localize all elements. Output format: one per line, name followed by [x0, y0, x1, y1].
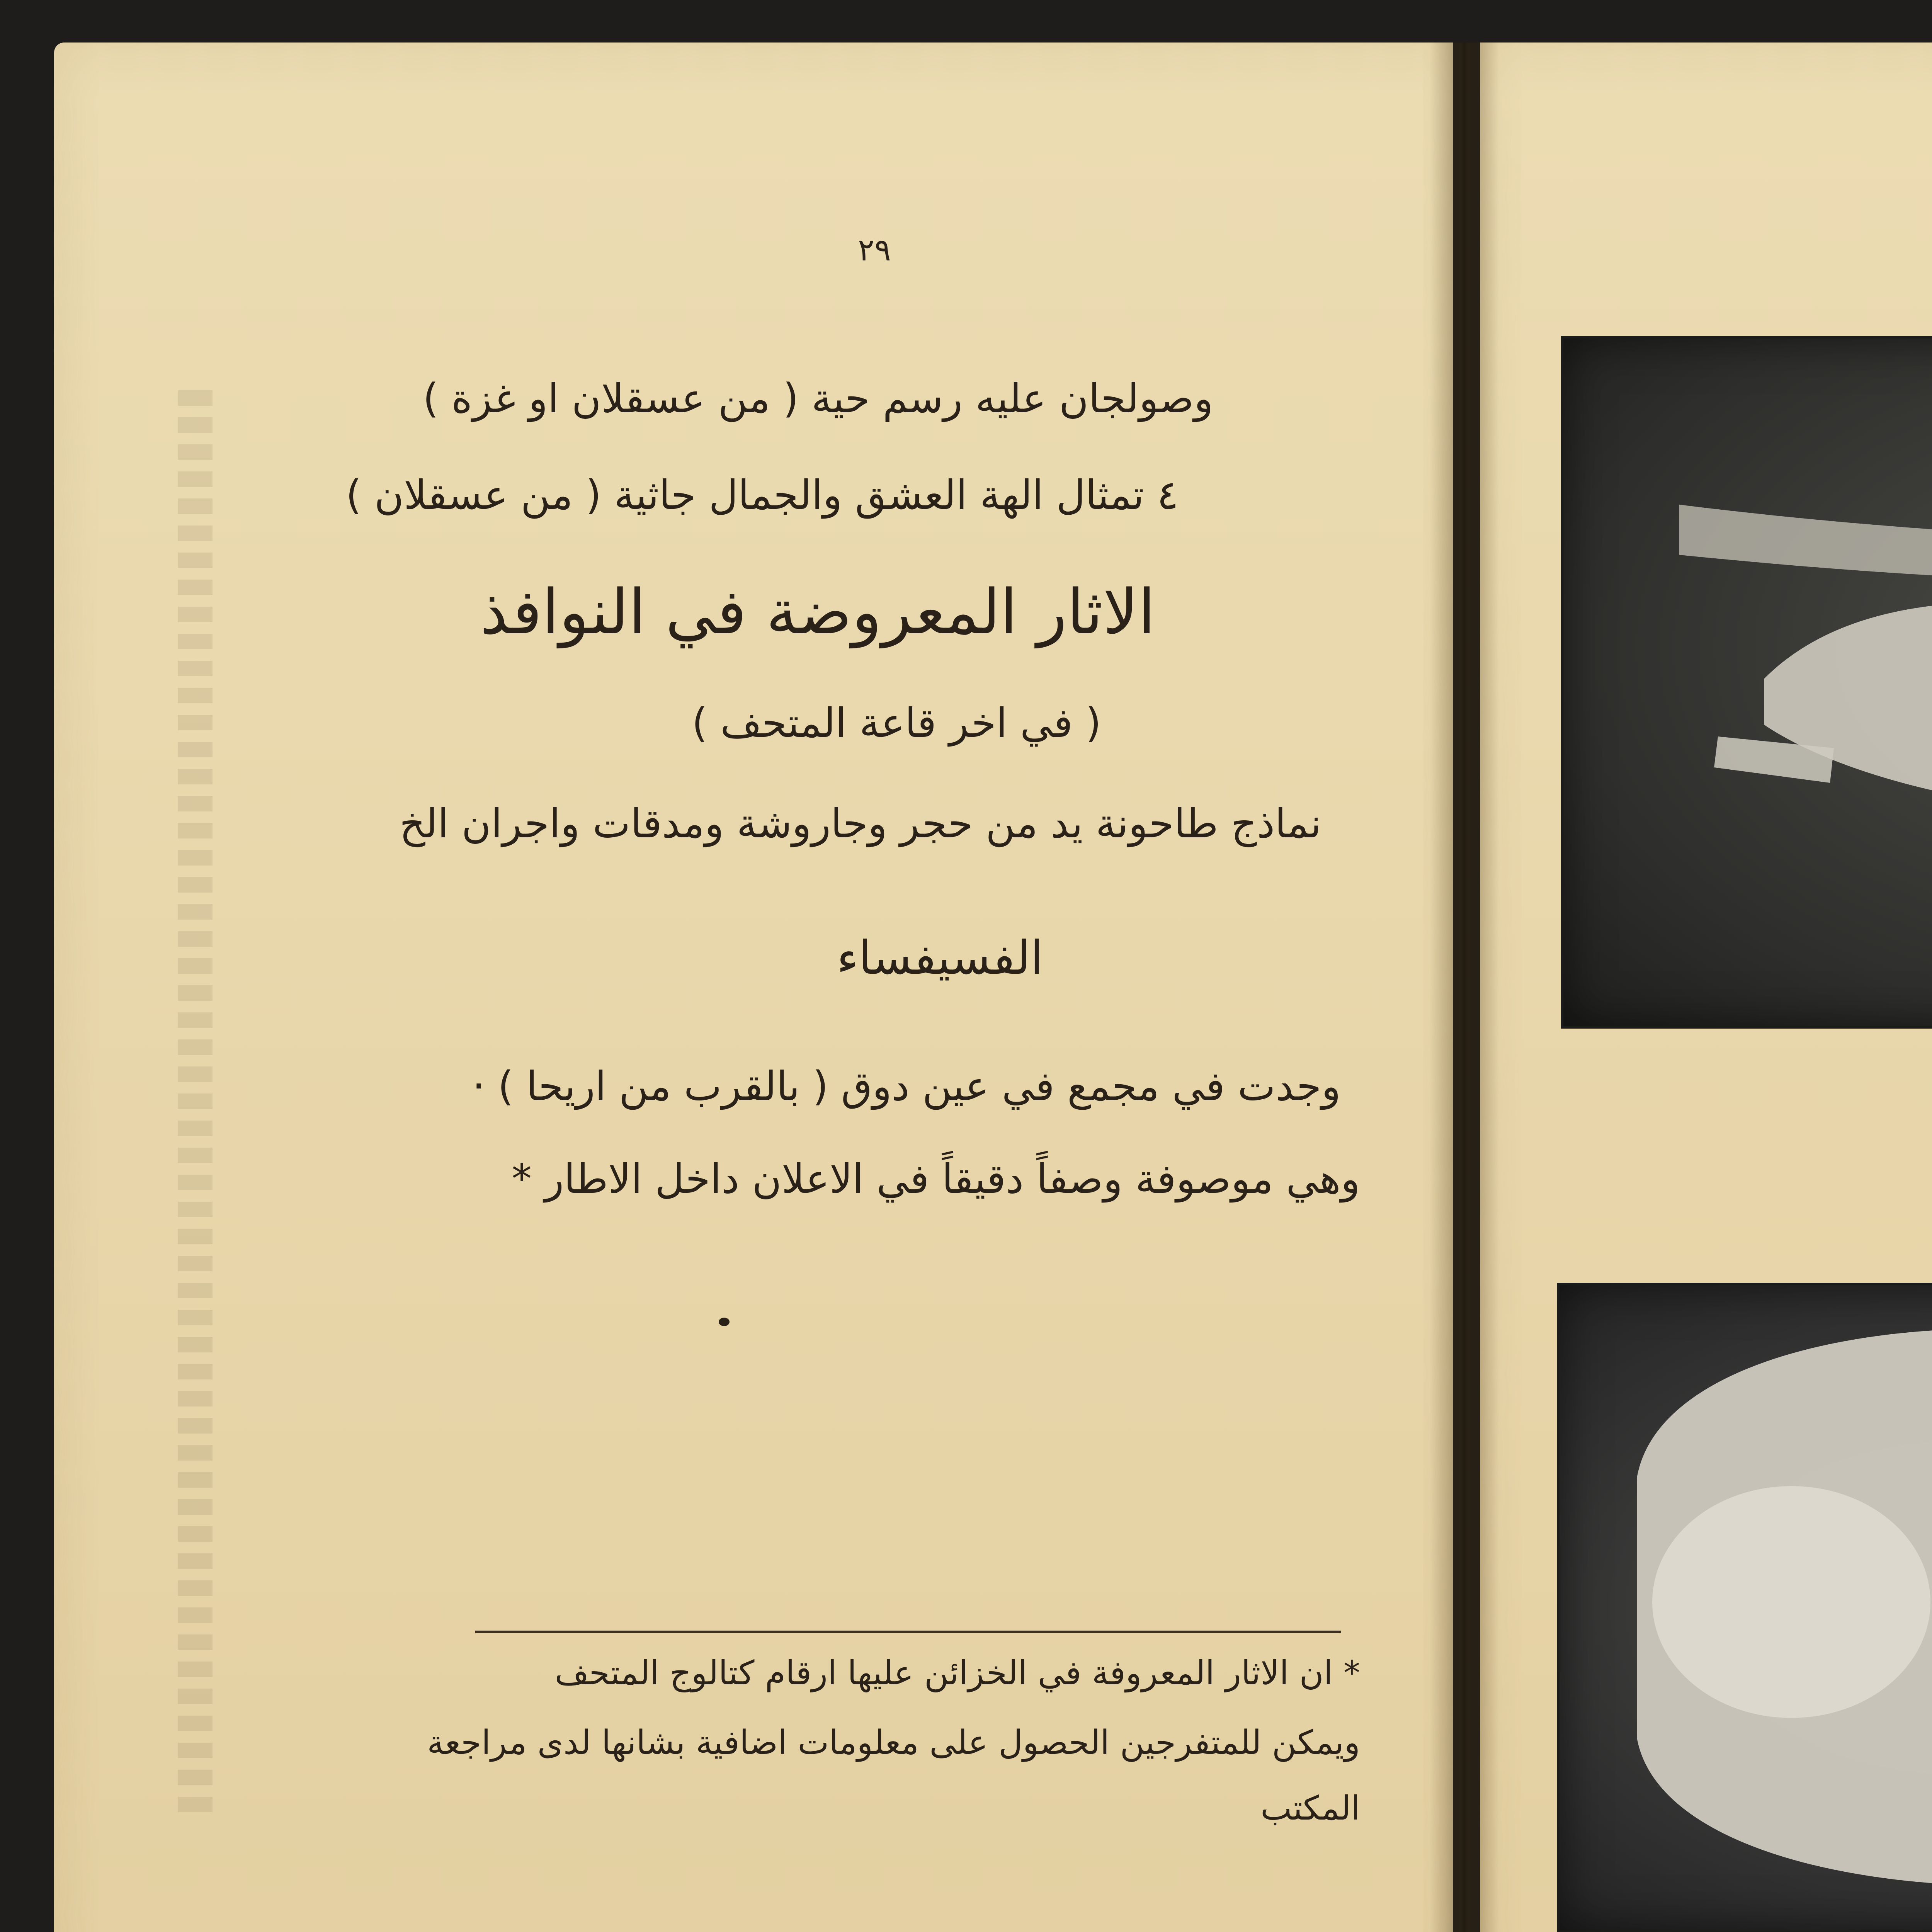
text-line-8: وهي موصوفة وصفاً دقيقاً في الاعلان داخل الاطار *	[512, 1155, 1360, 1202]
section-heading-windows: الاثار المعروضة في النوافذ	[480, 576, 1155, 648]
right-page	[1480, 43, 1932, 1932]
text-line-5: نماذج طاحونة يد من حجر وجاروشة ومدقات واجران الخ	[399, 800, 1321, 847]
text-line-1: وصولجان عليه رسم حية ( من عسقلان او غزة )	[423, 375, 1213, 422]
ornament-dot	[719, 1318, 730, 1326]
footnote-rule	[475, 1631, 1341, 1633]
open-book	[39, 43, 1932, 1932]
section-heading-mosaic: الفسيفساء	[837, 931, 1043, 985]
left-page	[54, 43, 1453, 1932]
footnote-line-3: المكتب	[1260, 1789, 1360, 1828]
footnote-line-2: ويمكن للمتفرجين الحصول على معلومات اضافية بشانها لدى مراجعة	[427, 1723, 1360, 1762]
photo-princess-bust	[1557, 1283, 1932, 1932]
statue-silhouette-icon	[1563, 338, 1932, 1026]
footnote-line-1: * ان الاثار المعروفة في الخزائن عليها ارقام كتالوج المتحف	[554, 1654, 1360, 1692]
book-gutter	[1430, 43, 1499, 1932]
text-line-7: وجدت في مجمع في عين دوق ( بالقرب من اريحا ) ·	[472, 1063, 1341, 1110]
text-line-2: ٤ تمثال الهة العشق والجمال جاثية ( من عسقلان )	[346, 471, 1179, 519]
photo-mercury-statue	[1561, 336, 1932, 1029]
page-number: ٢٩	[858, 232, 891, 268]
bust-silhouette-icon	[1560, 1285, 1932, 1930]
text-line-4: ( في اخر قاعة المتحف )	[692, 699, 1101, 747]
